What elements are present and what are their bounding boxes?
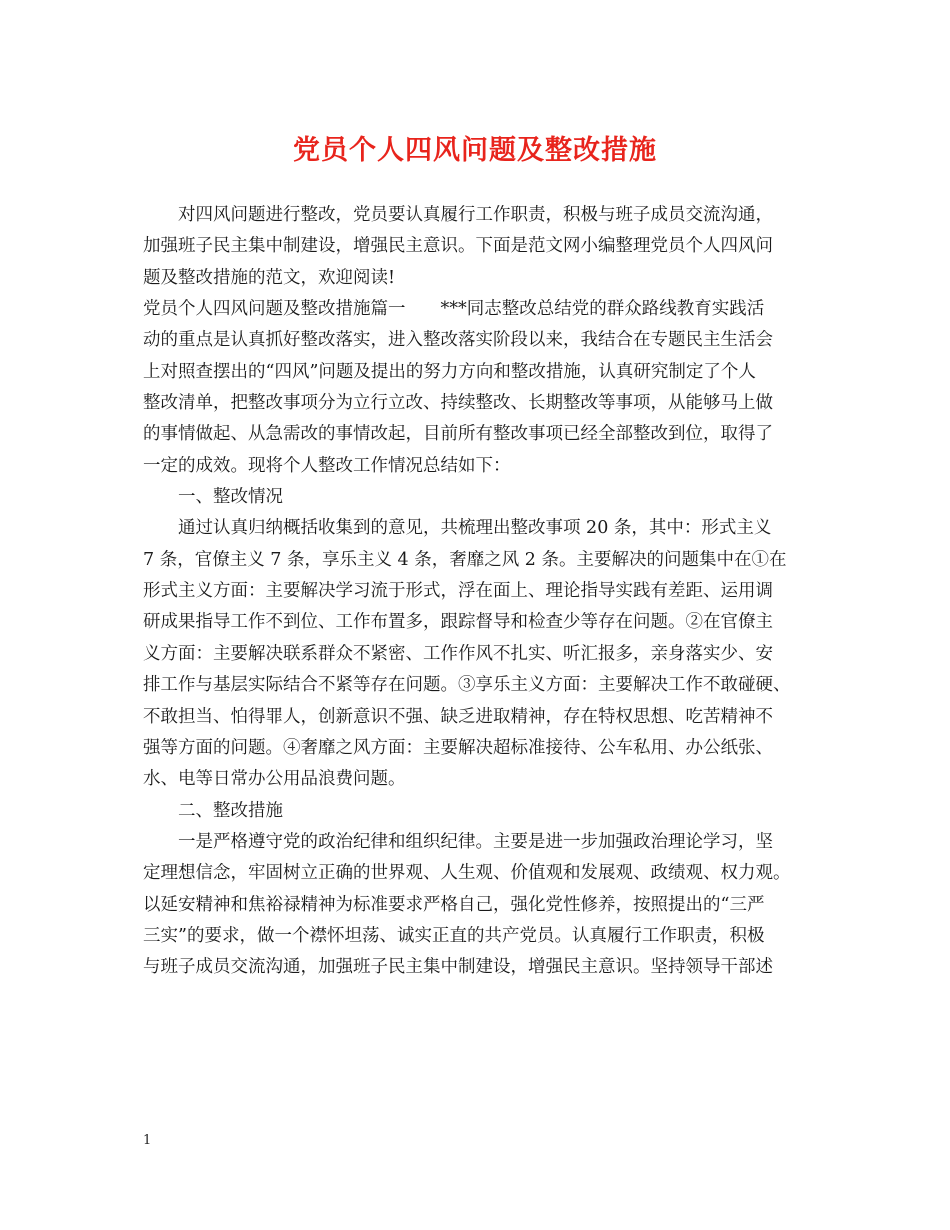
page-number: 1 [143,1133,152,1148]
body-line: 整改清单，把整改事项分为立行立改、持续整改、长期整改等事项，从能够马上做 [143,393,773,414]
body-line: 不敢担当、怕得罪人，创新意识不强、缺乏进取精神，存在特权思想、吃苦精神不 [143,706,773,727]
body-line: 党员个人四风问题及整改措施篇一 ***同志整改总结党的群众路线教育实践活 [143,299,765,320]
body-line: 定理想信念，牢固树立正确的世界观、人生观、价值观和发展观、政绩观、权力观。 [143,863,791,884]
body-line: 研成果指导工作不到位、工作布置多，跟踪督导和检查少等存在问题。②在官僚主 [143,612,773,633]
body-line: 7 条，官僚主义 7 条，享乐主义 4 条，奢靡之风 2 条。主要解决的问题集中在①在 [143,549,787,570]
body-line: 形式主义方面：主要解决学习流于形式，浮在面上、理论指导实践有差距、运用调 [143,581,773,602]
body-line: 加强班子民主集中制建设，增强民主意识。下面是范文网小编整理党员个人四风问 [143,236,773,257]
body-line: 义方面：主要解决联系群众不紧密、工作作风不扎实、听汇报多，亲身落实少、安 [143,643,773,664]
body-line: 一定的成效。现将个人整改工作情况总结如下： [143,455,511,476]
body-line: 以延安精神和焦裕禄精神为标准要求严格自己，强化党性修养，按照提出的“三严 [143,894,765,915]
body-line: 的事情做起、从急需改的事情改起，目前所有整改事项已经全部整改到位，取得了 [143,424,773,445]
body-line: 题及整改措施的范文，欢迎阅读! [143,267,396,288]
body-line: 水、电等日常办公用品浪费问题。 [143,769,406,790]
document-body [143,200,811,984]
body-line: 三实”的要求，做一个襟怀坦荡、诚实正直的共产党员。认真履行工作职责，积极 [143,925,765,946]
body-line: 排工作与基层实际结合不紧等存在问题。③享乐主义方面：主要解决工作不敢碰硬、 [143,675,791,696]
body-line: 对四风问题进行整改，党员要认真履行工作职责，积极与班子成员交流沟通， [178,205,773,225]
body-line: 强等方面的问题。④奢靡之风方面：主要解决超标准接待、公车私用、办公纸张、 [143,737,773,758]
body-line: 动的重点是认真抓好整改落实，进入整改落实阶段以来，我结合在专题民主生活会 [143,330,773,351]
body-line: 二、整改措施 [178,800,283,821]
body-line: 上对照查摆出的“四风”问题及提出的努力方向和整改措施，认真研究制定了个人 [143,361,756,382]
body-line: 通过认真归纳概括收集到的意见，共梳理出整改事项 20 条，其中：形式主义 [178,518,772,539]
body-line: 一是严格遵守党的政治纪律和组织纪律。主要是进一步加强政治理论学习，坚 [178,831,773,852]
body-line: 一、整改情况 [178,487,283,508]
body-line: 与班子成员交流沟通，加强班子民主集中制建设，增强民主意识。坚持领导干部述 [143,957,773,978]
document-title: 党员个人四风问题及整改措施 [293,135,657,166]
